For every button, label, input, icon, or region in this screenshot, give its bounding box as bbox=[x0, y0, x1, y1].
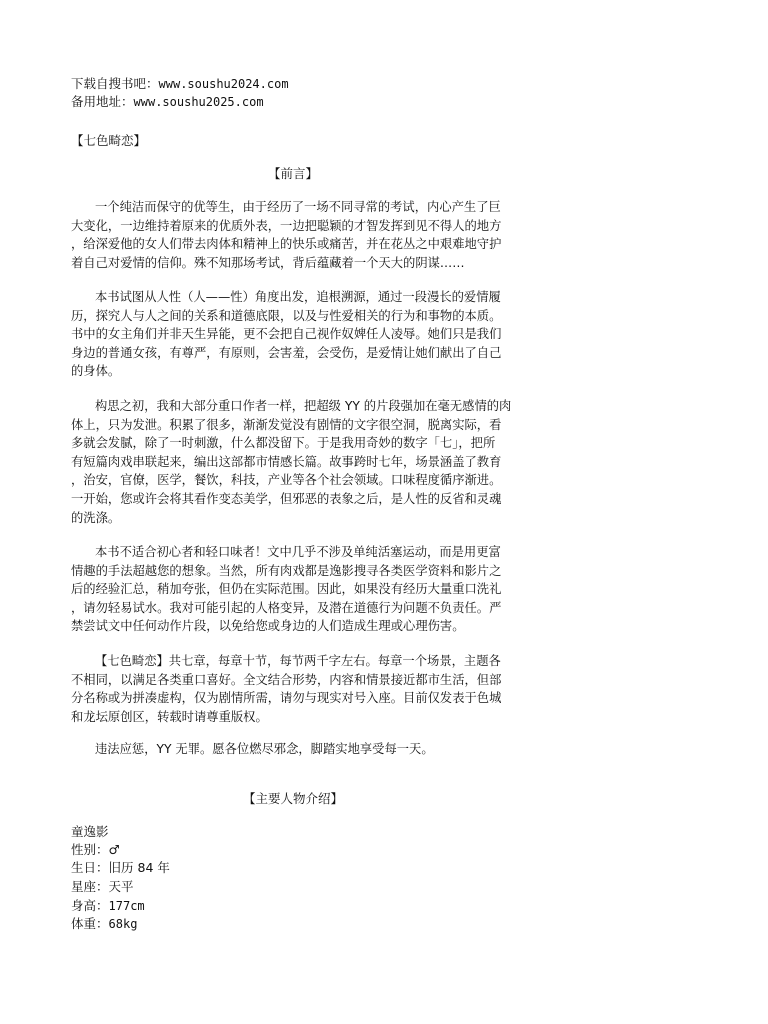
paragraph-line: ，给深爱他的女人们带去肉体和精神上的快乐或痛苦，并在花丛之中艰难地守护 bbox=[71, 237, 502, 252]
paragraph-line: 身边的普通女孩，有尊严，有原则，会害羞，会受伤，是爱情让她们献出了自己 bbox=[71, 345, 502, 360]
download-label: 下载自搜书吧： bbox=[71, 76, 159, 91]
backup-url-link[interactable]: www.soushu2025.com bbox=[133, 95, 264, 109]
paragraph-line: 一开始，您或许会将其看作变态美学，但邪恶的表象之后，是人性的反省和灵魂 bbox=[71, 491, 502, 506]
character-birthday bbox=[71, 858, 170, 878]
paragraph-line: 本书试图从人性（人——性）角度出发，追根溯源，通过一段漫长的爱情履 bbox=[95, 290, 501, 304]
paragraph-line: 禁尝试文中任何动作片段，以免给您或身边的人们造成生理或心理伤害。 bbox=[71, 619, 465, 634]
preface-paragraph-1 bbox=[71, 198, 519, 272]
character-zodiac bbox=[71, 877, 134, 897]
paragraph-line: ，请勿轻易试水。我对可能引起的人格变异，及潜在道德行为问题不负责任。严 bbox=[71, 600, 502, 615]
paragraph-line: 和龙坛原创区，转载时请尊重版权。 bbox=[71, 709, 268, 724]
gender-label: 性别： bbox=[71, 842, 109, 857]
paragraph-line: 构思之初，我和大部分重口作者一样，把超级 YY 的片段强加在毫无感情的肉 bbox=[95, 399, 512, 413]
gender-value: ♂ bbox=[108, 842, 120, 857]
paragraph-line: 【七色畸恋】共七章，每章十节，每节两千字左右。每章一个场景，主题各 bbox=[95, 654, 501, 668]
paragraph-line: 体上，只为发泄。积累了很多，渐渐发觉没有剧情的文字很空洞，脱离实际，看 bbox=[71, 417, 502, 432]
birthday-label: 生日： bbox=[71, 860, 109, 875]
backup-label: 备用地址： bbox=[71, 94, 134, 109]
paragraph-line: 历，探究人与人之间的关系和道德底限，以及与性爱相关的行为和事物的本质。 bbox=[71, 308, 502, 323]
characters-heading: 【主要人物介绍】 bbox=[242, 791, 343, 806]
paragraph-line: 后的经验汇总，稍加夸张，但仍在实际范围。因此，如果没有经历大量重口洗礼 bbox=[71, 582, 502, 597]
paragraph-line: 有短篇肉戏串联起来，编出这部都市情感长篇。故事跨时七年，场景涵盖了教育 bbox=[71, 454, 502, 469]
preface-heading: 【前言】 bbox=[267, 166, 318, 181]
backup-address-line bbox=[71, 92, 264, 112]
paragraph-line: 情趣的手法超越您的想象。当然，所有肉戏都是逸影搜寻各类医学资料和影片之 bbox=[71, 563, 502, 578]
download-url-link[interactable]: www.soushu2024.com bbox=[158, 77, 289, 91]
character-height bbox=[71, 896, 145, 916]
paragraph-line: 不相同，以满足各类重口喜好。全文结合形势，内容和情景接近都市生活，但部 bbox=[71, 672, 502, 687]
height-label: 身高： bbox=[71, 898, 109, 913]
paragraph-line: 大变化，一边维持着原来的优质外表，一边把聪颖的才智发挥到见不得人的地方 bbox=[71, 218, 502, 233]
character-gender bbox=[71, 840, 120, 860]
paragraph-line: 书中的女主角们并非天生异能，更不会把自己视作奴婢任人凌辱。她们只是我们 bbox=[71, 327, 502, 342]
paragraph-line: 分名称或为拼凑虚构，仅为剧情所需，请勿与现实对号入座。目前仅发表于色城 bbox=[71, 691, 502, 706]
weight-value: 68kg bbox=[108, 917, 138, 931]
paragraph-line: 的洗涤。 bbox=[71, 510, 121, 525]
preface-paragraph-3 bbox=[71, 397, 519, 527]
character-name: 童逸影 bbox=[71, 824, 109, 839]
height-value: 177cm bbox=[108, 899, 145, 913]
preface-paragraph-2 bbox=[71, 288, 519, 381]
paragraph-line: 多就会发腻，除了一时刺激，什么都没留下。于是我用奇妙的数字「七」，把所 bbox=[71, 436, 496, 451]
preface-paragraph-4 bbox=[71, 543, 519, 636]
birthday-value: 旧历 84 年 bbox=[108, 860, 170, 875]
zodiac-value: 天平 bbox=[108, 879, 134, 894]
preface-paragraph-6 bbox=[71, 740, 519, 759]
zodiac-label: 星座： bbox=[71, 879, 109, 894]
weight-label: 体重： bbox=[71, 916, 109, 931]
paragraph-line: 本书不适合初心者和轻口味者！文中几乎不涉及单纯活塞运动，而是用更富 bbox=[95, 545, 501, 559]
paragraph-line: 着自己对爱情的信仰。殊不知那场考试，背后蕴藏着一个天大的阴谋…… bbox=[71, 255, 465, 270]
paragraph-line: 违法应惩，YY 无罪。愿各位燃尽邪念，脚踏实地享受每一天。 bbox=[95, 742, 434, 756]
paragraph-line: ，治安，官僚，医学，餐饮，科技，产业等各个社会领域。口味程度循序渐进。 bbox=[71, 473, 502, 488]
preface-paragraph-5 bbox=[71, 652, 519, 726]
paragraph-line: 一个纯洁而保守的优等生，由于经历了一场不同寻常的考试，内心产生了巨 bbox=[95, 200, 501, 214]
book-title: 【七色畸恋】 bbox=[71, 133, 147, 148]
paragraph-line: 的身体。 bbox=[71, 364, 121, 379]
download-source-line bbox=[71, 74, 289, 94]
character-weight bbox=[71, 914, 137, 934]
